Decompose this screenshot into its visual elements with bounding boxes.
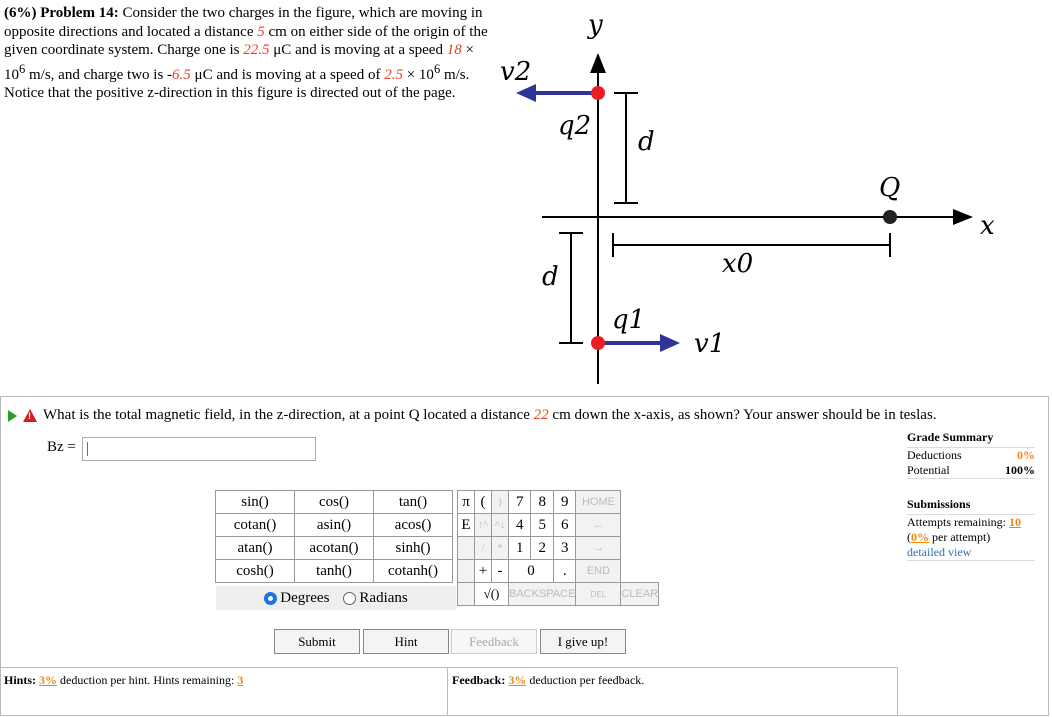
key-updown[interactable]: ^↓ xyxy=(492,514,509,537)
key-up[interactable]: ↑^ xyxy=(475,514,492,537)
hint-deduction: 3% xyxy=(39,673,58,687)
problem-header: (6%) Problem 14: xyxy=(4,5,119,21)
angle-mode xyxy=(216,586,456,610)
key-cosh[interactable]: cosh() xyxy=(216,560,295,583)
speed-two-value: 2.5 xyxy=(384,66,403,83)
key-home[interactable]: HOME xyxy=(576,491,621,514)
key-sinh[interactable]: sinh() xyxy=(374,537,453,560)
key-tanh[interactable]: tanh() xyxy=(295,560,374,583)
key-backspace[interactable]: BACKSPACE xyxy=(509,583,576,606)
question-distance-value: 22 xyxy=(533,407,549,423)
key-lparen[interactable]: ( xyxy=(475,491,492,514)
key-5[interactable]: 5 xyxy=(531,514,553,537)
q1-label: q1 xyxy=(612,305,646,335)
charge-one-value: 22.5 xyxy=(243,42,270,58)
key-3[interactable]: 3 xyxy=(553,537,576,560)
key-star[interactable]: * xyxy=(492,537,509,560)
key-dot[interactable]: . xyxy=(553,560,576,583)
Q-label: Q xyxy=(879,173,901,203)
per-attempt-value: 0% xyxy=(911,530,929,544)
give-up-button[interactable]: I give up! xyxy=(540,629,626,654)
question-line xyxy=(8,407,937,424)
charges-figure xyxy=(496,0,1016,392)
submissions-panel: Submissions Attempts remaining: 10 (0% per attempt) detailed view xyxy=(907,497,1035,561)
v2-label: v2 xyxy=(500,57,532,87)
degrees-option[interactable]: Degrees xyxy=(264,590,329,607)
y-axis-label: y xyxy=(588,10,603,40)
radians-radio[interactable] xyxy=(343,592,356,605)
key-0[interactable]: 0 xyxy=(509,560,554,583)
key-rparen[interactable]: ) xyxy=(492,491,509,514)
key-cotanh[interactable]: cotanh() xyxy=(374,560,453,583)
key-sin[interactable]: sin() xyxy=(216,491,295,514)
key-pi[interactable]: π xyxy=(458,491,475,514)
key-acotan[interactable]: acotan() xyxy=(295,537,374,560)
key-end[interactable]: END xyxy=(576,560,621,583)
key-tan[interactable]: tan() xyxy=(374,491,453,514)
radians-option[interactable]: Radians xyxy=(343,590,407,607)
x0-label: x0 xyxy=(722,249,754,279)
charge-q1 xyxy=(591,336,605,350)
feedback-button[interactable]: Feedback xyxy=(451,629,537,654)
q2-label: q2 xyxy=(558,111,592,141)
problem-statement: (6%) Problem 14: Consider the two charges in the figure, which are moving in opposite directions and located a distance 5 cm on either side of the origin of the given coordinate system. Charge one is 22.5 μC and is moving at a speed $18 \times 10^6$ m/s, and charge two is -6.5 μC and is moving at a speed of $2.5 \times 10^6$ m/s. Notice that the positive z-direction in this figure is directed out of the page. xyxy=(4,5,488,101)
charge-q2 xyxy=(591,86,605,100)
warning-icon: ! xyxy=(23,409,37,422)
d-bottom-label: d xyxy=(542,262,559,292)
degrees-radio[interactable] xyxy=(264,592,277,605)
question-text: What is the total magnetic field, in the z-direction, at a point Q located a distance 22 cm down the x-axis, as shown? Your answer should be in teslas. xyxy=(43,407,937,423)
grade-summary: Grade Summary Deductions 0% Potential 100% xyxy=(907,430,1035,477)
charge-two-value: 6.5 xyxy=(172,66,191,83)
attempts-value: 10 xyxy=(1008,515,1021,529)
key-back-arrow[interactable]: ← xyxy=(576,514,621,537)
key-sqrt[interactable]: √() xyxy=(475,583,509,606)
key-del[interactable]: DEL xyxy=(576,583,621,606)
hint-button[interactable]: Hint xyxy=(363,629,449,654)
key-6[interactable]: 6 xyxy=(553,514,576,537)
key-7[interactable]: 7 xyxy=(509,491,531,514)
key-1[interactable]: 1 xyxy=(509,537,531,560)
v1-label: v1 xyxy=(694,329,726,359)
key-acos[interactable]: acos() xyxy=(374,514,453,537)
answer-input[interactable] xyxy=(82,437,316,461)
key-asin[interactable]: asin() xyxy=(295,514,374,537)
speed-one-value: 18 xyxy=(446,42,462,58)
text-caret xyxy=(87,442,88,456)
feedback-deduction: 3% xyxy=(508,673,527,687)
key-atan[interactable]: atan() xyxy=(216,537,295,560)
key-clear[interactable]: CLEAR xyxy=(621,583,659,606)
key-plus[interactable]: + xyxy=(475,560,492,583)
expand-triangle-icon[interactable] xyxy=(8,410,17,422)
v1-arrowhead xyxy=(660,334,680,352)
feedback-box: Feedback: 3% deduction per feedback. xyxy=(448,667,898,716)
x-axis-label: x xyxy=(980,211,995,241)
key-9[interactable]: 9 xyxy=(553,491,576,514)
key-4[interactable]: 4 xyxy=(509,514,531,537)
hints-box: Hints: 3% deduction per hint. Hints remaining: 3 xyxy=(0,667,448,716)
key-2[interactable]: 2 xyxy=(531,537,553,560)
key-8[interactable]: 8 xyxy=(531,491,553,514)
key-fwd-arrow[interactable]: → xyxy=(576,537,621,560)
submit-button[interactable]: Submit xyxy=(274,629,360,654)
key-cos[interactable]: cos() xyxy=(295,491,374,514)
detailed-view-link[interactable]: detailed view xyxy=(907,545,1035,561)
answer-label: Bz = xyxy=(47,439,76,455)
potential-value: 100% xyxy=(1005,463,1035,477)
key-e[interactable]: E xyxy=(458,514,475,537)
grade-summary-title: Grade Summary xyxy=(907,430,1035,448)
d-top-label: d xyxy=(638,127,655,157)
key-cotan[interactable]: cotan() xyxy=(216,514,295,537)
hints-remaining: 3 xyxy=(237,673,244,687)
point-Q xyxy=(883,210,897,224)
key-slash[interactable]: / xyxy=(475,537,492,560)
distance-value: 5 xyxy=(257,23,265,40)
key-minus[interactable]: - xyxy=(492,560,509,583)
submissions-title: Submissions xyxy=(907,497,1035,515)
deductions-value: 0% xyxy=(1017,448,1035,462)
